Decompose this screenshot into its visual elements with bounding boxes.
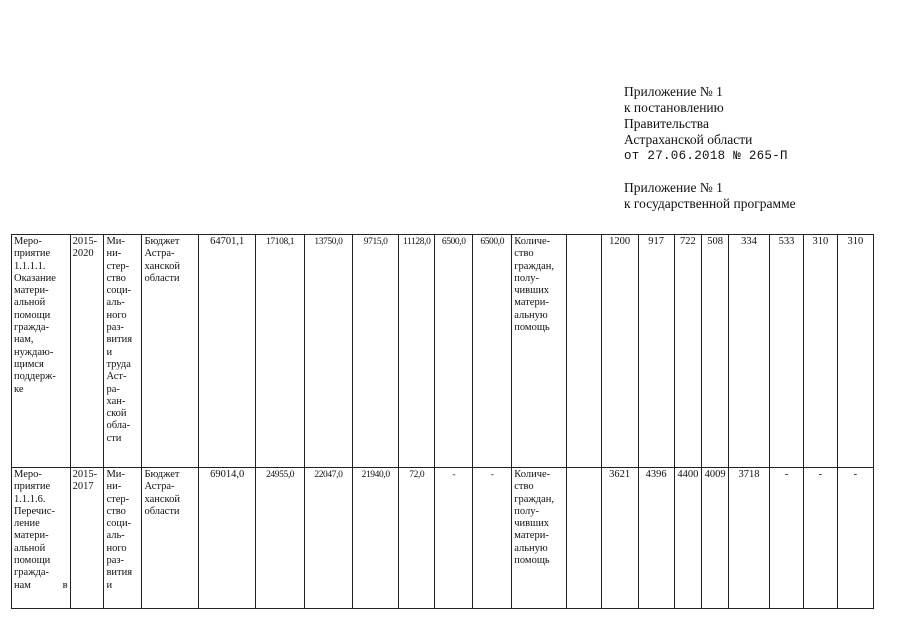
program-appendix-line: к государственной программе xyxy=(624,196,796,211)
indicator-value-cell: 1200 xyxy=(601,235,638,468)
funding-year-cell: 17108,1 xyxy=(256,235,304,468)
funding-year-cell: - xyxy=(473,468,512,609)
unit-cell xyxy=(566,235,601,468)
header-line: Приложение № 1 xyxy=(624,84,723,99)
measure-name: Меро- приятие 1.1.1.1. Оказание матери- альной помощи гражда- нам, нуждаю- щимся xyxy=(14,236,56,370)
table-row xyxy=(12,468,874,609)
indicator-value-cell: - xyxy=(803,468,837,609)
indicator-value-cell: 4009 xyxy=(702,468,729,609)
funding-year-cell: 72,0 xyxy=(399,468,435,609)
funding-source-cell: Бюджет Астра- ханской области xyxy=(142,468,199,609)
appendix-header xyxy=(624,84,796,212)
measure-name-cell xyxy=(12,468,71,609)
funding-source-cell: Бюджет Астра- ханской области xyxy=(142,235,199,468)
indicator-value-cell: 3718 xyxy=(728,468,769,609)
measure-name: Меро- приятие 1.1.1.6. Перечис- ление матери- альной помощи гражда- xyxy=(14,469,55,579)
indicator-value-cell: 722 xyxy=(674,235,702,468)
funding-year-cell: 13750,0 xyxy=(304,235,352,468)
executor-cell: Ми- ни- стер- ство соци- аль- ного раз- вития и xyxy=(104,468,142,609)
funding-year-cell: 24955,0 xyxy=(256,468,304,609)
table-row xyxy=(12,235,874,468)
funding-year-cell: 21940,0 xyxy=(353,468,399,609)
funding-year-cell: 6500,0 xyxy=(435,235,473,468)
program-appendix-line: Приложение № 1 xyxy=(624,180,723,195)
indicator-value-cell: 917 xyxy=(638,235,674,468)
indicator-value-cell: 310 xyxy=(837,235,873,468)
period-cell: 2015- 2017 xyxy=(70,468,104,609)
funding-total-cell: 69014,0 xyxy=(198,468,256,609)
indicator-value-cell: 4400 xyxy=(674,468,702,609)
measure-name-tail-right: в xyxy=(62,579,68,591)
header-line: Астраханской области xyxy=(624,132,753,147)
funding-year-cell: 22047,0 xyxy=(304,468,352,609)
indicator-value-cell: 334 xyxy=(728,235,769,468)
indicator-value-cell: - xyxy=(837,468,873,609)
measure-name-tail xyxy=(14,580,68,592)
header-line: к постановлению xyxy=(624,100,724,115)
funding-year-cell: - xyxy=(435,468,473,609)
period-cell: 2015- 2020 xyxy=(70,235,104,468)
funding-year-cell: 11128,0 xyxy=(399,235,435,468)
measure-name-end: поддерж- ке xyxy=(14,371,56,395)
measure-name-tail-left: нам xyxy=(14,579,31,591)
measure-name-cell xyxy=(12,235,71,468)
indicator-cell: Количе- ство граждан, полу- чивших матери- альную помощь xyxy=(512,468,566,609)
indicator-value-cell: - xyxy=(770,468,804,609)
indicator-value-cell: 533 xyxy=(770,235,804,468)
executor-cell: Ми- ни- стер- ство соци- аль- ного раз- вития и труда Аст- ра- хан- ской обла- сти xyxy=(104,235,142,468)
funding-year-cell: 6500,0 xyxy=(473,235,512,468)
unit-cell xyxy=(566,468,601,609)
measures-table xyxy=(11,234,874,609)
funding-total-cell: 64701,1 xyxy=(198,235,256,468)
indicator-value-cell: 4396 xyxy=(638,468,674,609)
indicator-value-cell: 3621 xyxy=(601,468,638,609)
funding-year-cell: 9715,0 xyxy=(353,235,399,468)
indicator-cell: Количе- ство граждан, полу- чивших матери- альную помощь xyxy=(512,235,566,468)
indicator-value-cell: 508 xyxy=(702,235,729,468)
resolution-date-line: от 27.06.2018 № 265-П xyxy=(624,149,788,163)
header-line: Правительства xyxy=(624,116,709,131)
indicator-value-cell: 310 xyxy=(803,235,837,468)
